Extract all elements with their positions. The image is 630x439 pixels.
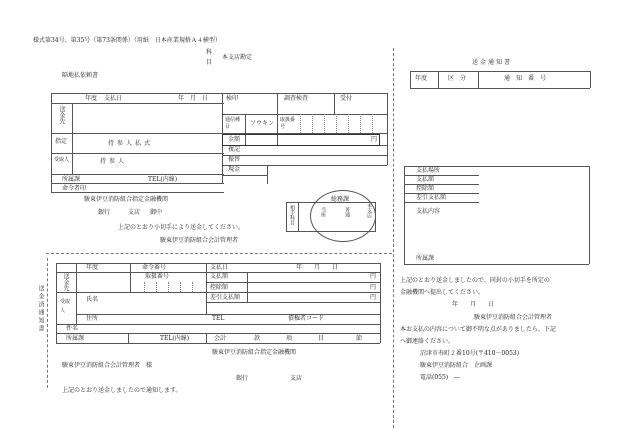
doc-name: 隔地払依頼書 [62, 72, 99, 79]
notice-sashihiki: 差引支払額 [416, 194, 447, 201]
notice-tsuchi-bango: 通 知 番 号 [504, 75, 547, 82]
lower-sashihiki: 差引支払額 [210, 294, 241, 301]
lower-yen-3: 円 [370, 294, 377, 301]
lower-nendo: 年度 [86, 264, 99, 271]
lower-side-title: 送金済通知書 [37, 285, 44, 333]
lower-setsu: 節 [356, 335, 363, 342]
lower-manager: 駿東伊豆消防組合会計管理者 様 [62, 362, 153, 369]
lower-shiharai-gaku: 支払額 [210, 273, 229, 280]
lower-sokinsaki: 送金先 [62, 273, 69, 291]
upper-bank-name: 駿東伊豆消防組合指定金融機関 [84, 196, 169, 203]
horizontal-cut-line [46, 253, 392, 254]
furikae-label: 振替 [228, 156, 241, 163]
lower-moku: 目 [318, 335, 325, 342]
notice-kojo-gaku: 控除額 [416, 185, 435, 192]
form-title: 様式第34号、第35号（第73条関係）（用紙 日本産業規格Ａ４横型） [33, 37, 221, 44]
lower-saikensha: 債権者コード [288, 315, 325, 322]
notice-title: 送金通知書 [472, 59, 513, 66]
tsushin-shubetsu-label: 通信種目 [225, 117, 241, 130]
lower-kenmei: 件名 [66, 325, 79, 332]
lower-kojo-gaku: 控除額 [210, 284, 229, 291]
honshiten-label: 本支店 [366, 203, 372, 218]
lower-tel-naisen: TEL(内線) [160, 335, 190, 342]
notice-manager: 駿東伊豆消防組合会計管理者 [474, 314, 553, 321]
request-text: 上記のとおり小切手により送金してください。 [118, 224, 245, 231]
notice-kubun: 区 分 [448, 75, 467, 82]
lower-torihiki-bango: 取扱番号 [145, 273, 170, 280]
upper-ginko: 銀行 [98, 209, 111, 216]
notice-address: 沼津市寿町２番10号(〒410－0053) [420, 350, 520, 357]
shitei-label: 指定 [55, 138, 68, 145]
lower-uketorinin: 受取人 [60, 299, 71, 314]
notice-shiharai-basho: 支払場所 [416, 167, 441, 174]
fukki-label: 複記 [228, 146, 241, 153]
lower-ymd: 年 月 日 [296, 264, 339, 271]
kenin-label: 検印 [226, 95, 239, 102]
lower-yen-2: 円 [370, 284, 377, 291]
vertical-cut-line [393, 48, 394, 428]
torihiki-bango-label: 取扱番号 [280, 117, 296, 130]
lower-shiten: 支店 [290, 375, 303, 382]
kingaku-label: 金額 [228, 136, 241, 143]
upper-tel-label: TEL(内線) [148, 176, 178, 183]
genkin-label: 現金 [228, 166, 241, 173]
notice-shozoku: 所属課 [416, 255, 435, 262]
notice-ymd: 年 月 日 [452, 301, 495, 308]
futsu-label: 普通 [344, 207, 350, 217]
lower-kou: 項 [286, 335, 293, 342]
kingaku-yen: 円 [371, 136, 378, 143]
somu-label: 総務課 [331, 196, 350, 203]
lower-shozoku: 所属課 [66, 335, 85, 342]
notice-inquiry-2: へ御連絡ください。 [400, 338, 455, 345]
notice-org: 駿東伊豆消防組合 企画課 [420, 362, 493, 369]
lower-jusho: 住所 [86, 315, 99, 322]
upper-ymd: 年 月 日 [178, 95, 209, 102]
lower-shiharai-bi: 支払日 [210, 264, 229, 271]
kamoku-label-top: 科 [206, 49, 213, 56]
kamoku-label-bottom: 目 [206, 59, 213, 66]
upper-manager: 駿東伊豆消防組合会計管理者 [160, 237, 239, 244]
lower-bank-name: 駿東伊豆消防組合指定金融機関 [212, 349, 297, 356]
lower-yen-1: 円 [370, 273, 377, 280]
upper-nendo: 年度 [85, 95, 98, 102]
lower-ginko: 銀行 [236, 375, 249, 382]
lower-kan: 款 [254, 335, 261, 342]
sokin-value: ソウキン [250, 120, 274, 127]
meirei-in-label: 命令者印 [62, 185, 87, 192]
notice-inquiry-1: 本お支払の内容について御不明な点がありましたら、下記 [400, 326, 556, 333]
left-cut-line [47, 258, 48, 388]
notice-shiharai-gaku: 支払額 [416, 176, 435, 183]
toza-label: 当座 [320, 207, 326, 217]
upper-payment-date-label: 支払日 [104, 95, 123, 102]
upper-onchu: 御中 [150, 209, 163, 216]
aite-kamoku-label: 相手科目 [289, 205, 295, 225]
upper-shiten: 支店 [128, 209, 141, 216]
lower-done-text: 上記のとおり送金しましたので通知します。 [62, 387, 182, 394]
lower-kaikei: 会計 [214, 335, 227, 342]
sokinsaki-label: 送金先 [58, 106, 65, 124]
chosa-label: 調査検査 [284, 95, 309, 102]
notice-nendo: 年度 [415, 75, 428, 82]
upper-shozoku-label: 所属課 [62, 176, 81, 183]
lower-tel: TEL [212, 315, 225, 322]
notice-shiharai-naiyo: 支払内容 [416, 208, 441, 215]
notice-phone: 電話(055) ― [420, 374, 461, 381]
kamoku-value: 本支店勘定 [222, 54, 253, 61]
jisan-shiharai-value: 持参人払式 [108, 140, 154, 147]
lower-meirei-bango: 命令番号 [142, 264, 167, 271]
uketorinin-label: 受取人 [54, 157, 70, 163]
lower-shimei: 氏名 [86, 296, 99, 303]
notice-body-2: 金融機関へ提出してください。 [400, 289, 485, 296]
notice-body-1: 上記のとおり送金しましたので、同封の小切手を所定の [400, 277, 550, 284]
jisan-nin-value: 持参人 [100, 158, 128, 165]
uketsuke-label: 受付 [340, 95, 353, 102]
